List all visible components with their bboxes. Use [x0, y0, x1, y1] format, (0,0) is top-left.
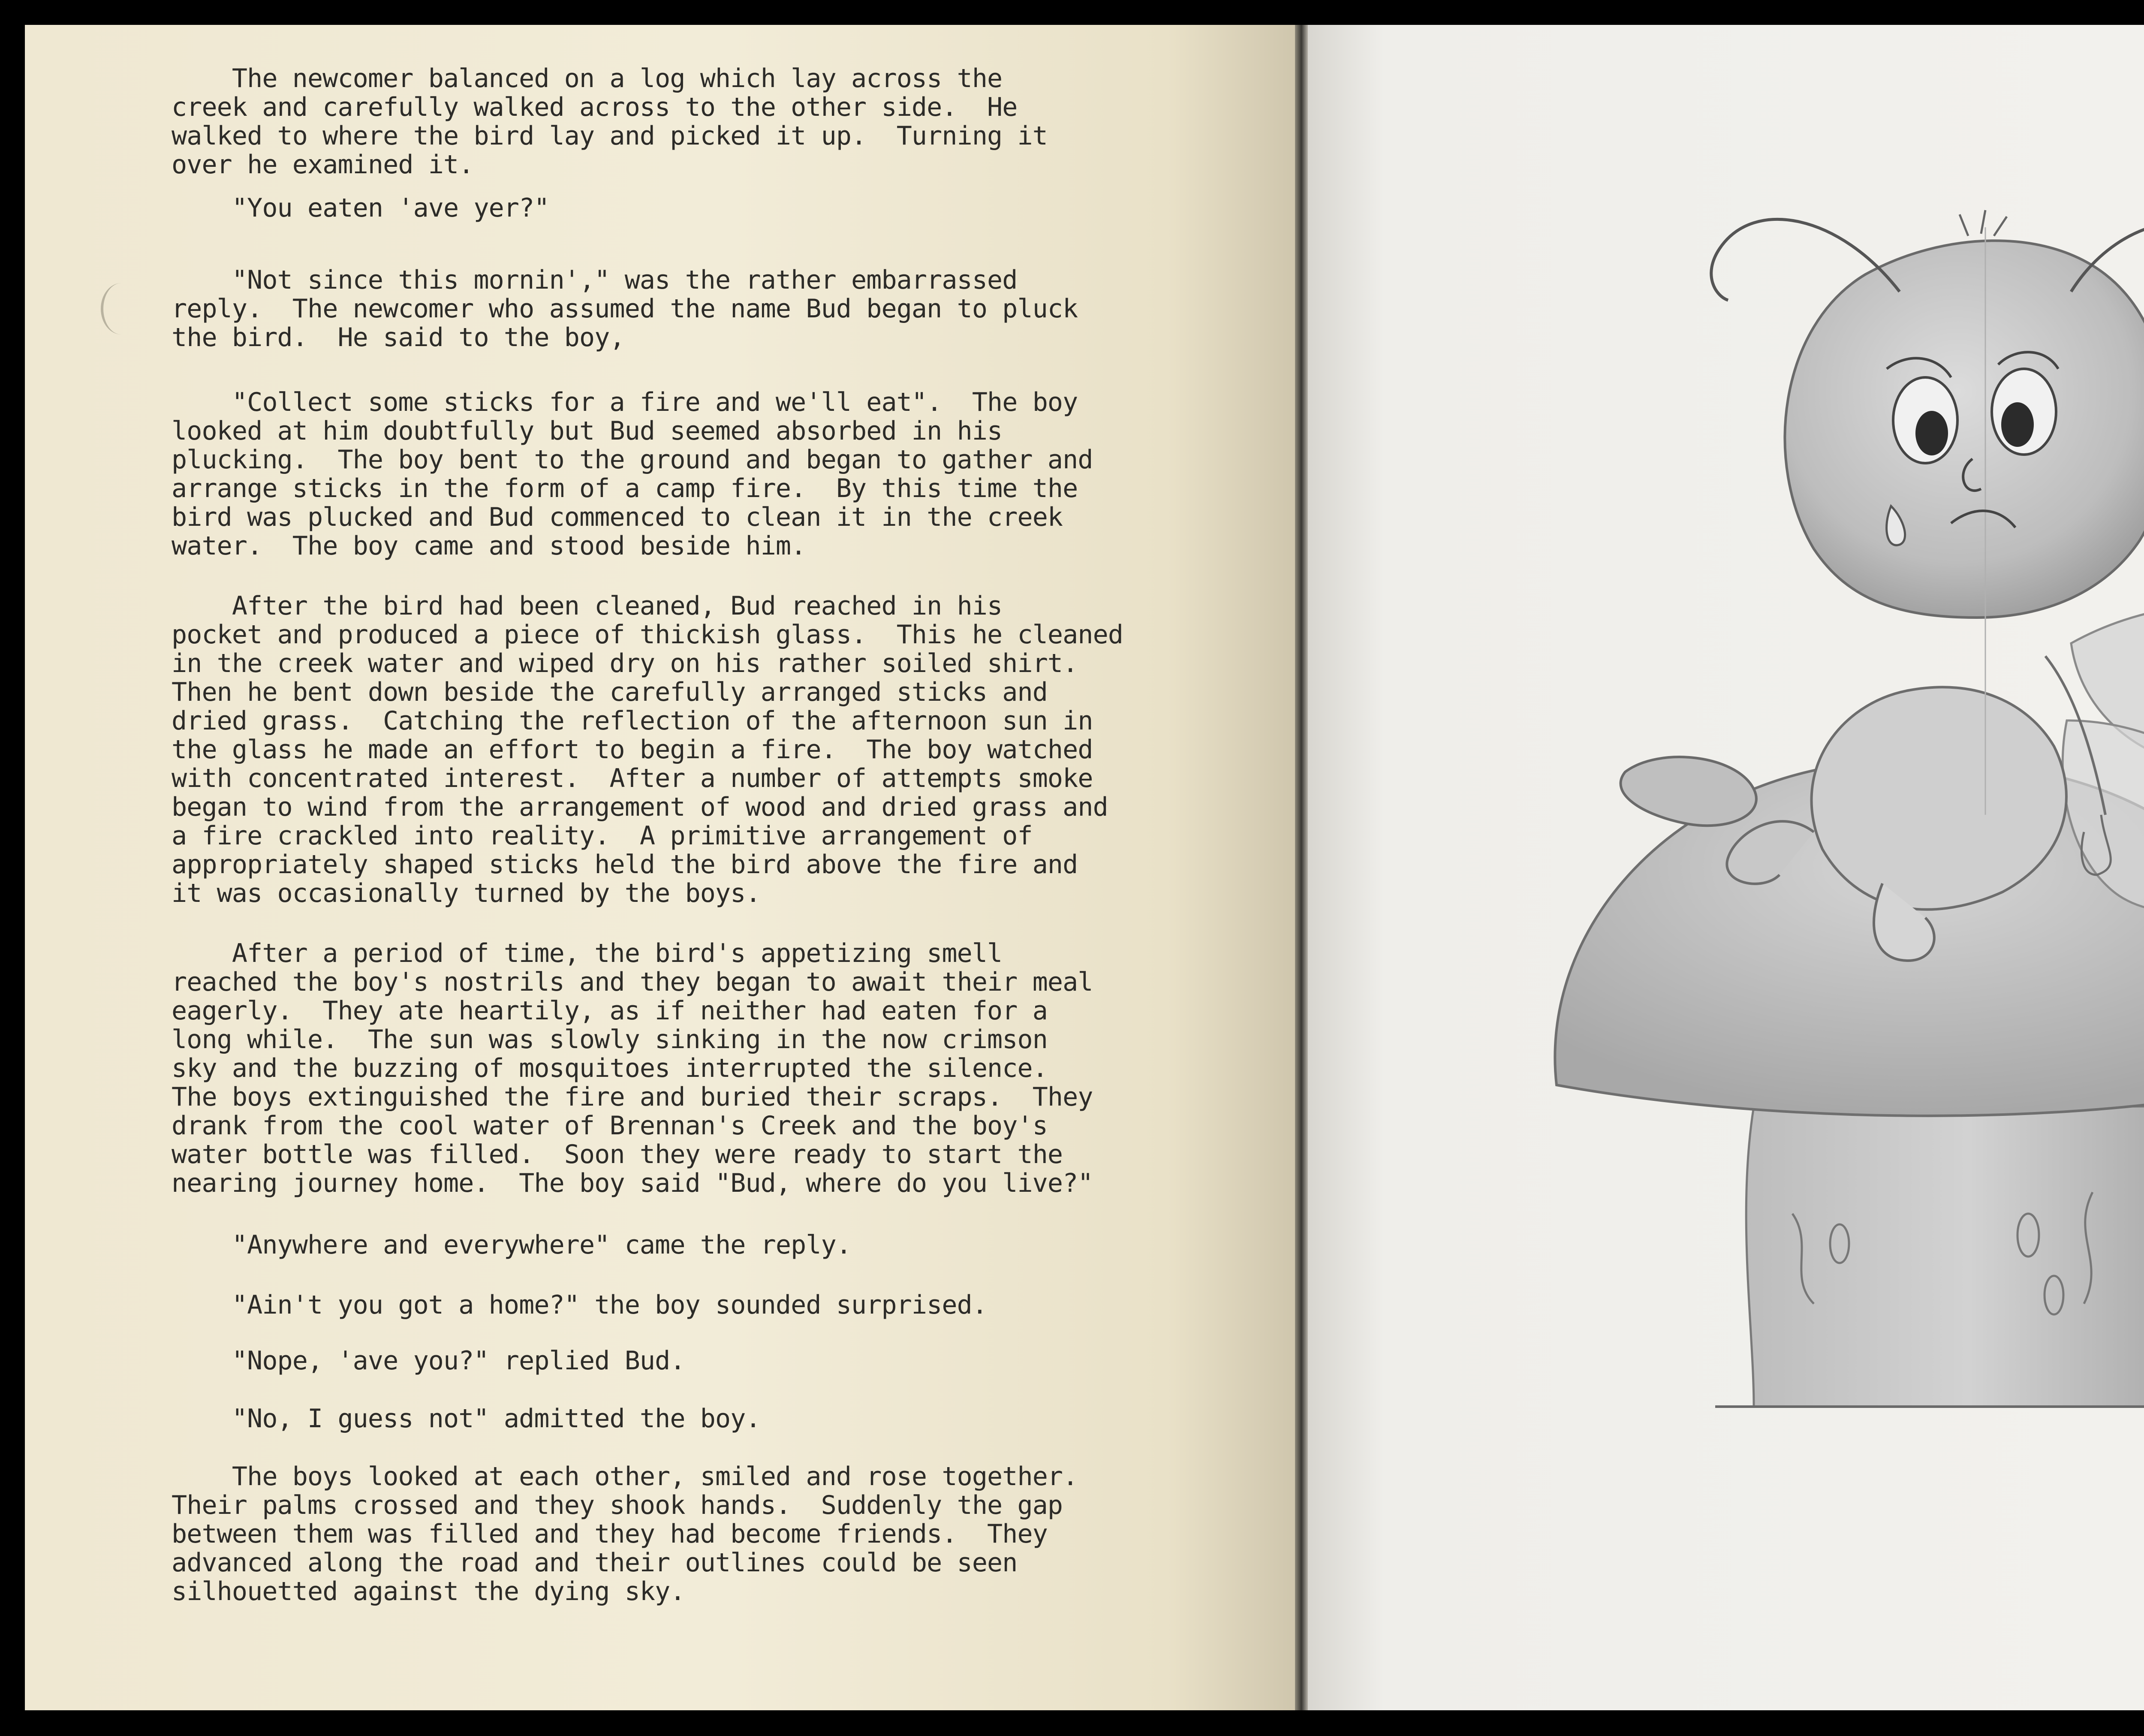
paragraph: "You eaten 'ave yer?"	[172, 193, 549, 223]
paragraph: "Anywhere and everywhere" came the reply.	[172, 1230, 852, 1260]
paragraph: "Nope, 'ave you?" replied Bud.	[172, 1346, 685, 1376]
sad-bee-on-mushroom-drawing	[1514, 163, 2144, 1432]
paragraph: After the bird had been cleaned, Bud reached in his pocket and produced a piece of thickish glass. This he cleaned in the creek water and wiped dry on his rather soiled shirt. Then he bent down beside the carefully arranged sticks and dried grass. Catching the reflection of the afternoon sun in the glass he made an effort to begin a fire. The boy watched with concentrated interest. After a number of attempts smoke began to wind from the arrangement of wood and dried grass and a fire crackled into reality. A primitive arrangement of appropriately shaped sticks held the bird above the fire and it was occasionally turned by the boys.	[172, 591, 1123, 908]
typewritten-story-text	[172, 63, 1269, 1606]
paragraph: "Ain't you got a home?" the boy sounded surprised.	[172, 1290, 988, 1320]
paragraph: "Not since this mornin'," was the rather embarrassed reply. The newcomer who assumed the name Bud began to pluck the bird. He said to the boy,	[172, 265, 1078, 353]
paragraph: "Collect some sticks for a fire and we'll eat". The boy looked at him doubtfully but Bud seemed absorbed in his plucking. The boy bent to the ground and began to gather and arrange sticks in the form of a camp fire. By this time the bird was plucked and Bud commenced to clean it in the creek water. The boy came and stood beside him.	[172, 387, 1093, 561]
binding-hole-mark	[101, 283, 142, 335]
paragraph: "No, I guess not" admitted the boy.	[172, 1404, 761, 1434]
mushroom-stem	[1715, 1106, 2144, 1407]
paragraph: After a period of time, the bird's appetizing smell reached the boy's nostrils and they began to await their meal eagerly. They ate heartily, as if neither had eaten for a long while. The sun was slowly sinking in the now crimson sky and the buzzing of mosquitoes interrupted the silence. The boys extinguished the fire and buried their scraps. They drank from the cool water of Brennan's Creek and the boy's water bottle was filled. Soon they were ready to start the nearing journey home. The boy said "Bud, where do you live?"	[172, 938, 1093, 1198]
paragraph: The newcomer balanced on a log which lay across the creek and carefully walked across to the other side. He walked to where the bird lay and picked it up. Turning it over he examined it.	[172, 63, 1048, 180]
paragraph: The boys looked at each other, smiled and rose together. Their palms crossed and they shook hands. Suddenly the gap between them was filled and they had become friends. They advanced along the road and their outlines could be seen silhouetted against the dying sky.	[172, 1462, 1078, 1606]
book-gutter	[1295, 25, 1308, 1710]
